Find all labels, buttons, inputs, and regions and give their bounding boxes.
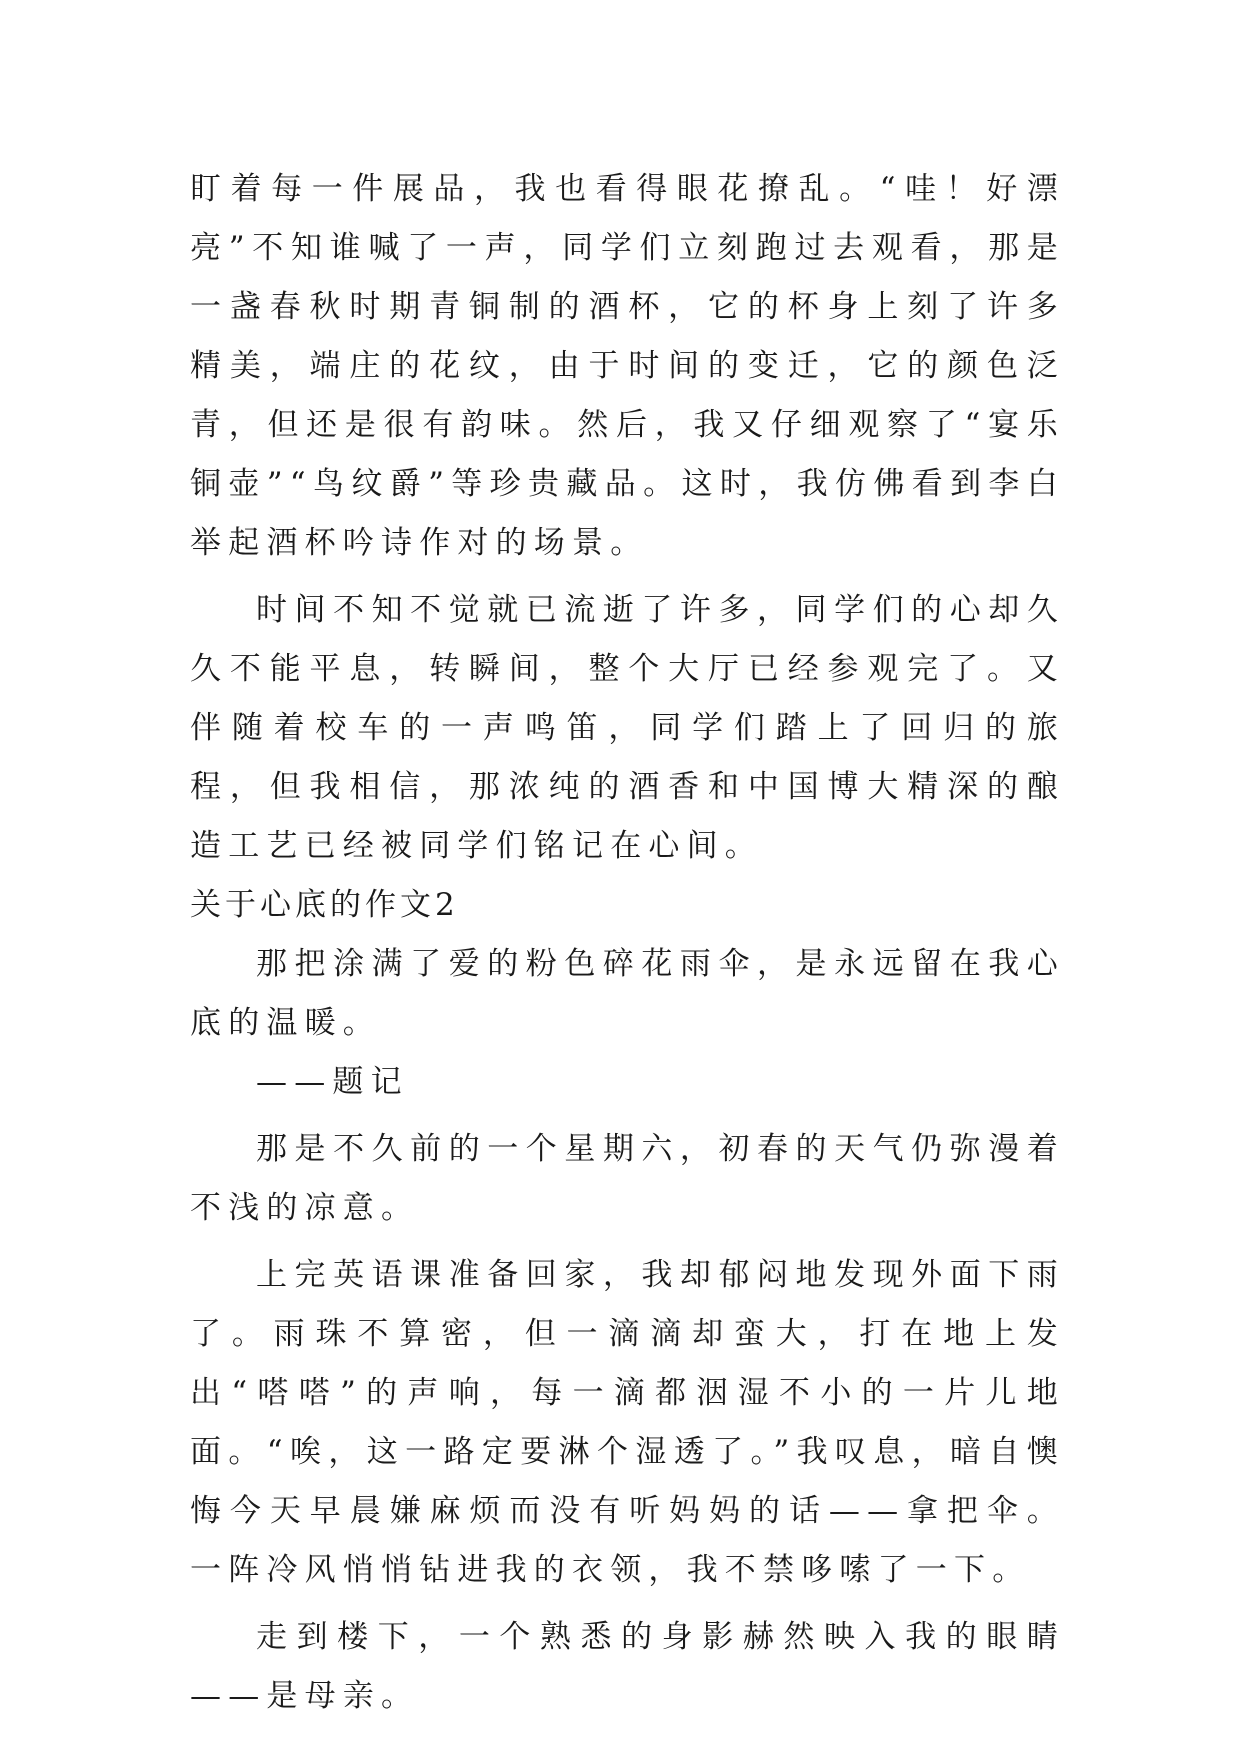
body-paragraph: 那是不久前的一个星期六，初春的天气仍弥漫着不浅的凉意。 xyxy=(190,1131,1065,1226)
document-page xyxy=(190,160,1065,1726)
body-paragraph: 盯着每一件展品，我也看得眼花撩乱。“哇！好漂亮”不知谁喊了一声，同学们立刻跑过去观看，那是一盏春秋时期青铜制的酒杯，它的杯身上刻了许多精美，端庄的花纹，由于时间的变迁，它的颜色泛青，但还是很有韵味。然后，我又仔细观察了“宴乐铜壶”“鸟纹爵”等珍贵藏品。这时，我仿佛看到李白举起酒杯吟诗作对的场景。 xyxy=(190,171,1065,561)
body-paragraph: 时间不知不觉就已流逝了许多，同学们的心却久久不能平息，转瞬间，整个大厅已经参观完了。又伴随着校车的一声鸣笛，同学们踏上了回归的旅程，但我相信，那浓纯的酒香和中国博大精深的酿造工艺已经被同学们铭记在心间。 xyxy=(190,592,1065,864)
epigraph-attribution: ——题记 xyxy=(256,1064,409,1100)
body-paragraph: 上完英语课准备回家，我却郁闷地发现外面下雨了。雨珠不算密，但一滴滴却蛮大，打在地上发出“嗒嗒”的声响，每一滴都洇湿不小的一片儿地面。“唉，这一路定要淋个湿透了。”我叹息，暗自懊悔今天早晨嫌麻烦而没有听妈妈的话——拿把伞。一阵冷风悄悄钻进我的衣领，我不禁哆嗦了一下。 xyxy=(190,1257,1065,1588)
body-paragraph: 那把涂满了爱的粉色碎花雨伞，是永远留在我心底的温暖。 xyxy=(190,946,1065,1041)
body-paragraph: 走到楼下，一个熟悉的身影赫然映入我的眼睛——是母亲。 xyxy=(190,1619,1065,1714)
essay-heading: 关于心底的作文2 xyxy=(190,887,459,923)
